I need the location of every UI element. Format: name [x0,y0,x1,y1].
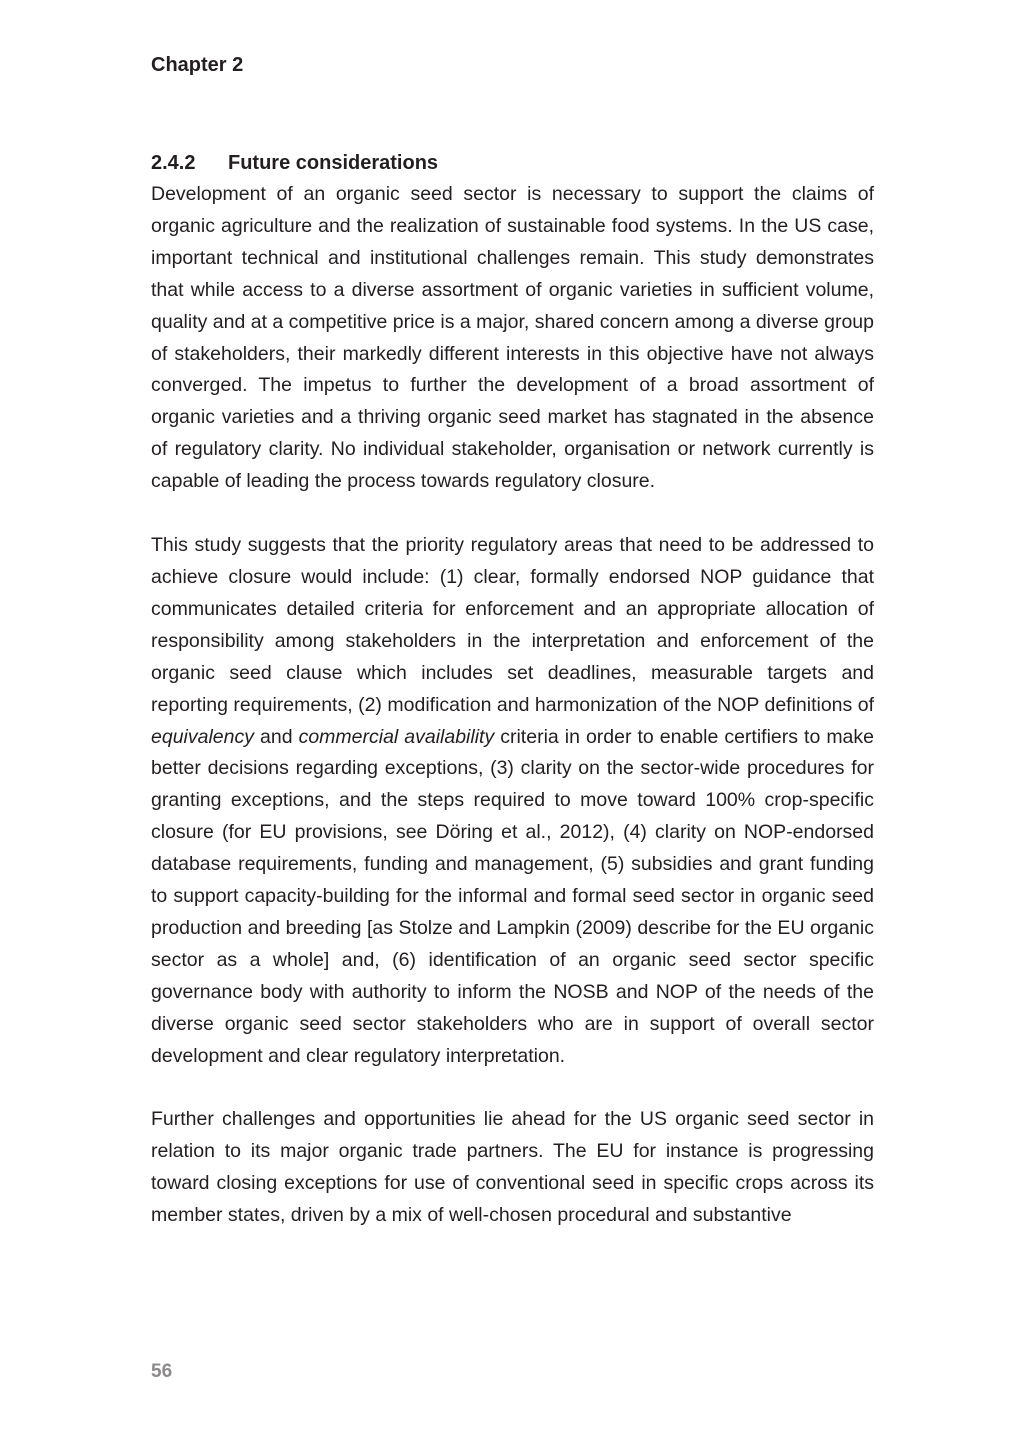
section-heading [151,148,874,178]
page-number: 56 [151,1361,173,1382]
paragraph-3: Further challenges and opportunities lie ahead for the US organic seed sector in relation to its major organic trade partners. The EU for instance is progressing toward closing exceptions for use of conventional seed in specific crops across its member states, driven by a mix of well-chosen procedural and substantive [151,1108,874,1227]
running-head-chapter: Chapter 2 [151,54,244,76]
body-text [151,148,874,1232]
paragraph-1: Development of an organic seed sector is necessary to support the claims of organic agriculture and the realization of sustainable food systems. In the US case, important technical and institutional challenges remain. This study demonstrates that while access to a diverse assortment of organic varieties in sufficient volume, quality and at a competitive price is a major, shared concern among a diverse group of stakeholders, their markedly different interests in this objective have not always converged. The impetus to further the development of a broad assortment of organic varieties and a thriving organic seed market has stagnated in the absence of regulatory clarity. No individual stakeholder, organisation or network currently is capable of leading the process towards regulatory closure. [151,183,874,493]
term-equivalency: equivalency [151,725,254,748]
paragraph-2-part-a: This study suggests that the priority regulatory areas that need to be addressed to achieve closure would include: (1) clear, formally endorsed NOP guidance that communicates detailed criteria for enforcement and an appropriate allocation of responsibility among stakeholders in the interpretation and enforcement of the organic seed clause which includes set deadlines, measurable targets and reporting requirements, (2) modification and harmonization of the NOP definitions of [151,534,874,716]
term-commercial-availability: commercial availability [298,725,495,748]
paragraph-2 [151,530,874,1072]
section-title: Future considerations [228,152,439,174]
paragraph-2-part-c: criteria in order to enable certifiers to make better decisions regarding exceptions, (3) clarity on the sector-wide procedures for granting exceptions, and the steps required to move toward 100% crop-specific closure (for EU provisions, see Döring et al., 2012), (4) clarity on NOP-endorsed database requirements, funding and management, (5) subsidies and grant funding to support capacity-building for the informal and formal seed sector in organic seed production and breeding [as Stolze and Lampkin (2009) describe for the EU organic sector as a whole] and, (6) identification of an organic seed sector specific governance body with authority to inform the NOSB and NOP of the needs of the diverse organic seed sector stakeholders who are in support of overall sector development and clear regulatory interpretation. [151,725,874,1067]
section-number: 2.4.2 [151,152,196,174]
paragraph-2-part-b: and [253,725,299,748]
